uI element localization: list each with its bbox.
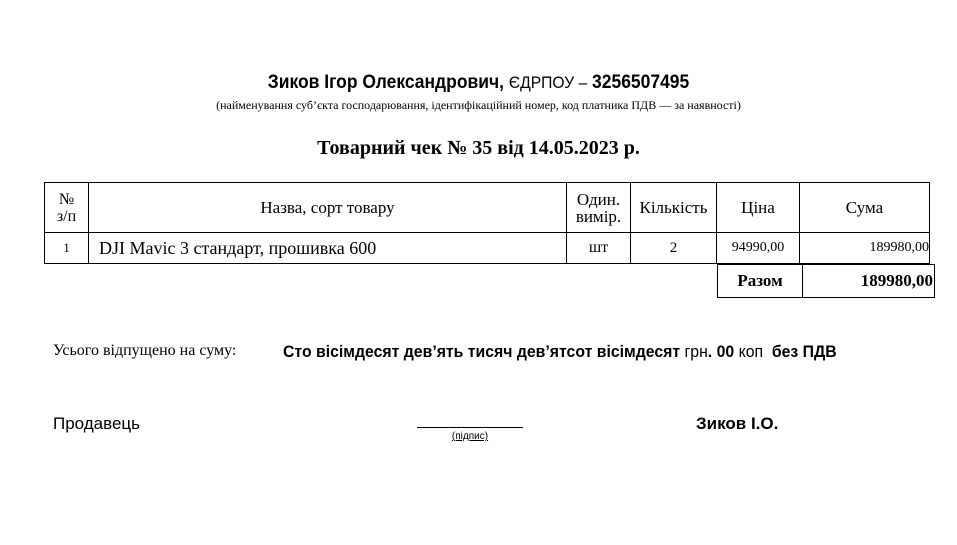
total-label: Разом xyxy=(718,265,803,298)
col-header-no xyxy=(45,183,89,233)
amount-words: Сто вісімдесят дев’ять тисяч дев’ятсот вісімдесят xyxy=(283,342,681,361)
total-box xyxy=(717,264,935,298)
id-code: 3256507495 xyxy=(592,72,690,93)
row-qty: 2 xyxy=(631,233,717,264)
col-header-no-line2: з/п xyxy=(56,207,77,225)
table-row xyxy=(45,233,930,264)
total-row xyxy=(718,265,935,298)
table-header-row xyxy=(45,183,930,233)
amount-kop: 00 xyxy=(716,342,735,361)
row-price: 94990,00 xyxy=(717,233,800,264)
amount-kop-label: коп xyxy=(738,342,764,361)
row-name: DJI Mavic 3 стандарт, прошивка 600 xyxy=(89,233,567,264)
released-label: Усього відпущено на суму: xyxy=(53,342,237,359)
col-header-qty: Кількість xyxy=(631,183,717,233)
col-header-unit xyxy=(567,183,631,233)
row-no: 1 xyxy=(45,233,89,264)
col-header-no-line1: № xyxy=(58,190,75,208)
amount-currency: грн xyxy=(684,342,708,361)
col-header-unit-line2: вимір. xyxy=(575,206,622,226)
row-sum: 189980,00 xyxy=(800,233,930,264)
col-header-unit-line1: Один. xyxy=(576,189,621,209)
amount-in-words: Сто вісімдесят дев’ять тисяч дев’ятсот вісімдесят грн. 00 коп без ПДВ xyxy=(283,342,837,361)
amount-vat: без ПДВ xyxy=(771,342,837,361)
seller-name: Зиков І.О. xyxy=(696,414,779,433)
total-value: 189980,00 xyxy=(803,265,935,298)
row-unit: шт xyxy=(567,233,631,264)
items-table xyxy=(44,182,930,264)
signature-caption: (підпис) xyxy=(451,431,489,442)
col-header-price: Ціна xyxy=(717,183,800,233)
col-header-name: Назва, сорт товару xyxy=(89,183,567,233)
entity-name: Зиков Ігор Олександрович, xyxy=(267,72,505,93)
receipt-title: Товарний чек № 35 від 14.05.2023 р. xyxy=(317,137,640,159)
signature-line xyxy=(417,427,523,428)
entity-header xyxy=(38,72,918,94)
header-note: (найменування суб’єкта господарювання, ідентифікаційний номер, код платника ПДВ — за наявності) xyxy=(216,98,741,112)
seller-label: Продавець xyxy=(53,414,141,433)
id-label: ЄДРПОУ – xyxy=(508,73,588,92)
col-header-sum: Сума xyxy=(800,183,930,233)
